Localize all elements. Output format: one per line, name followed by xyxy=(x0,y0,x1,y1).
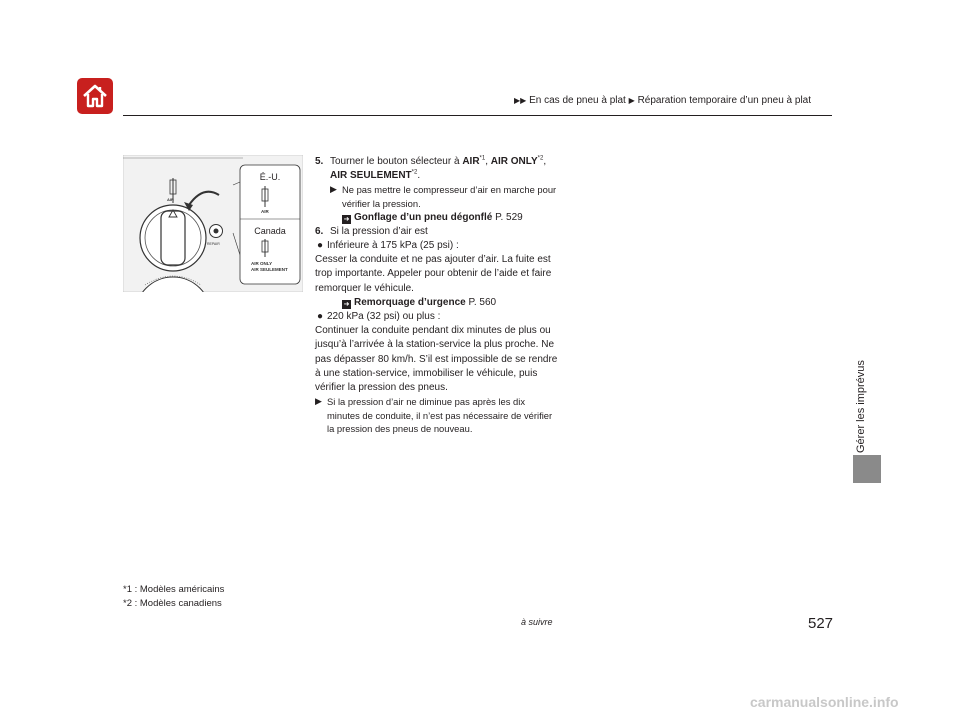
note xyxy=(330,183,560,210)
panel-label-air: AIR xyxy=(261,209,269,214)
footnote-ref: *1 xyxy=(479,155,486,162)
dial-label-air: AIR xyxy=(167,197,174,202)
home-icon xyxy=(81,83,109,109)
footnotes xyxy=(123,583,224,610)
note-text: Ne pas mettre le compresseur d’air en marche pour vérifier la pression. xyxy=(342,184,557,209)
side-tab-text: Gérer les imprévus xyxy=(855,360,867,453)
separator: , xyxy=(543,156,547,167)
footnote-ref: *2 xyxy=(537,155,544,162)
separator: , xyxy=(485,156,491,167)
step-6 xyxy=(315,225,560,239)
footnote-2: *2 : Modèles canadiens xyxy=(123,597,222,609)
side-tab[interactable] xyxy=(853,455,881,483)
note-arrow-icon: ▶ xyxy=(330,184,337,195)
breadcrumb-arrow-icon: ▶▶ xyxy=(514,96,527,105)
breadcrumb-item-flat-tire[interactable]: En cas de pneu à plat xyxy=(529,95,626,106)
figure-label-us: É.-U. xyxy=(259,172,281,182)
continued-label: à suivre xyxy=(521,617,553,627)
step-number: 6. xyxy=(315,225,324,237)
reference-page: P. 560 xyxy=(465,296,497,308)
page-number: 527 xyxy=(808,615,834,632)
bullet-icon: ● xyxy=(317,311,324,323)
breadcrumb-item-temporary-repair[interactable]: Réparation temporaire d’un pneu à plat xyxy=(637,95,812,106)
keyword-air-seulement: AIR SEULEMENT xyxy=(330,170,412,182)
panel-label-air-only: AIR ONLY xyxy=(251,261,273,266)
keyword-air: AIR xyxy=(462,156,480,167)
separator: . xyxy=(417,170,421,182)
selector-knob-illustration xyxy=(123,155,303,292)
step-6-text: Si la pression d’air est xyxy=(330,225,428,237)
bullet-item xyxy=(315,310,560,324)
step-5 xyxy=(315,155,560,225)
step-6-body xyxy=(315,239,560,436)
reference-title: Gonflage d’un pneu dégonflé xyxy=(354,211,493,223)
bullet-icon: ● xyxy=(317,240,324,251)
breadcrumb-arrow-icon: ▶ xyxy=(628,96,635,105)
bullet-item xyxy=(315,239,560,253)
reference-arrow-icon: ➜ xyxy=(343,215,350,223)
reference-title: Remorquage d’urgence xyxy=(354,296,466,308)
cross-reference-link[interactable] xyxy=(330,211,560,225)
note-text: Si la pression d’air ne diminue pas après les dix minutes de conduite, il n’est pas nécessaire de vérifier la pression des pneus de nouveau. xyxy=(327,396,553,435)
cross-reference-link[interactable] xyxy=(315,296,560,310)
note-arrow-icon: ▶ xyxy=(315,396,322,407)
paragraph: Continuer la conduite pendant dix minutes de plus ou jusqu’à l’arrivée à la station-service la plus proche. Ne pas dépasser 80 km/h. S’il est impossible de se rendre à une station-service, immobiliser le véhicule, puis vérifier la pression des pneus. xyxy=(315,325,558,394)
step-5-text xyxy=(330,155,560,183)
keyword-air-only: AIR ONLY xyxy=(490,156,538,167)
bullet-text: Inférieure à 175 kPa (25 psi) : xyxy=(327,240,459,251)
paragraph: Cesser la conduite et ne pas ajouter d’air. La fuite est trop importante. Appeler pour obtenir de l’aide et faire remorquer le véhicule. xyxy=(315,254,552,294)
note xyxy=(315,395,560,436)
step-number: 5. xyxy=(315,156,324,167)
dial-label-repair: REPAIR xyxy=(207,242,220,246)
panel-label-air-seulement: AIR SEULEMENT xyxy=(251,267,288,272)
footnote-1: *1 : Modèles américains xyxy=(123,584,225,595)
reference-page: P. 529 xyxy=(492,211,523,223)
home-button[interactable] xyxy=(77,78,113,114)
footnote-ref: *2 xyxy=(411,169,418,176)
figure-label-canada: Canada xyxy=(254,226,286,236)
reference-arrow-icon: ➜ xyxy=(343,300,350,308)
watermark: carmanualsonline.info xyxy=(750,694,899,710)
instruction-steps xyxy=(315,155,560,436)
breadcrumb xyxy=(514,95,811,106)
step-text: Tourner le bouton sélecteur à xyxy=(330,156,463,167)
header-divider xyxy=(123,115,832,116)
side-tab-label xyxy=(855,357,869,453)
bullet-text: 220 kPa (32 psi) ou plus : xyxy=(327,311,441,323)
